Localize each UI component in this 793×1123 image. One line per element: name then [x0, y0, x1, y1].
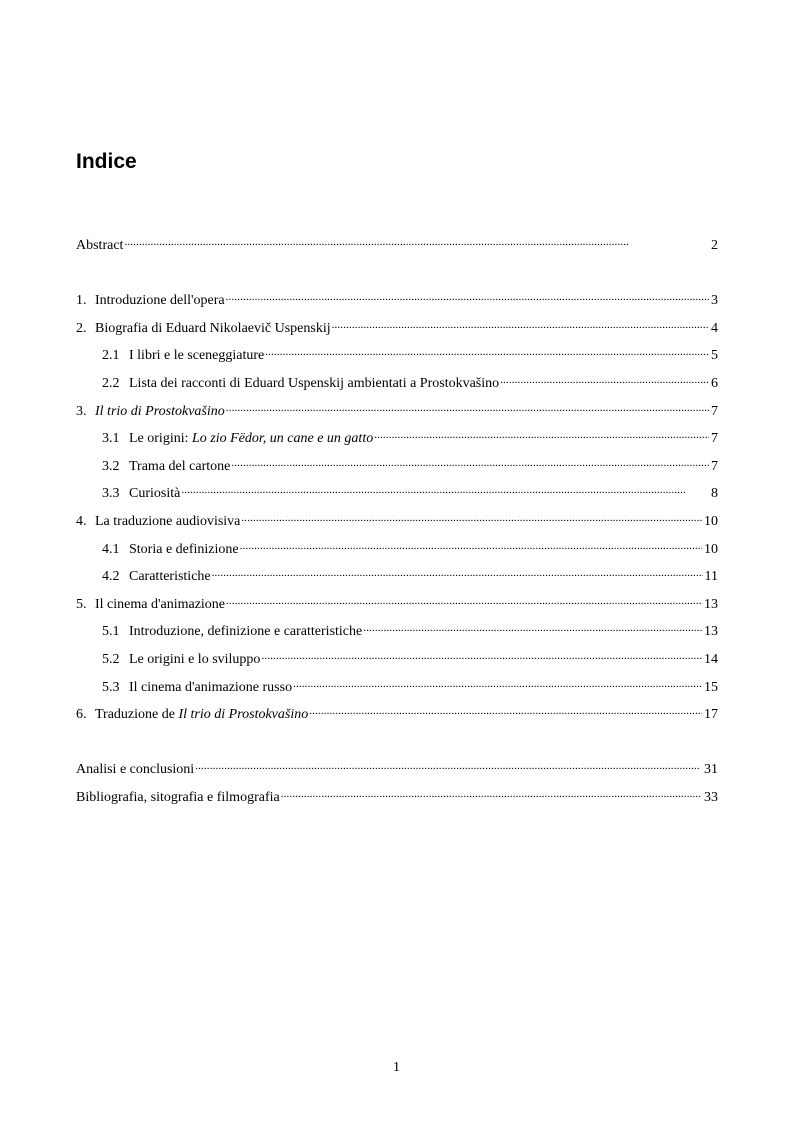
toc-entry-title: Introduzione dell'opera [95, 293, 225, 309]
toc-entry-5-3[interactable] [76, 677, 718, 705]
toc-entry-number: 3.3 [102, 486, 120, 502]
toc-entry-number: 5.2 [102, 651, 120, 667]
toc-entry-page: 10 [704, 513, 718, 529]
toc-entry-title: Storia e definizione [129, 541, 239, 557]
toc-entry-page: 7 [711, 403, 718, 419]
toc-entry-number: 4. [76, 513, 87, 529]
dot-leader [332, 318, 709, 332]
toc-entry-title: Introduzione, definizione e caratteristiche [129, 624, 363, 640]
toc-entry-page: 7 [711, 458, 718, 474]
toc-entry-title: La traduzione audiovisiva [95, 513, 241, 529]
dot-leader [212, 566, 703, 580]
page-title: Indice [76, 150, 137, 173]
toc-entry-title [95, 404, 225, 420]
toc-entry-title: I libri e le sceneggiature [129, 348, 265, 364]
toc-entry-2-2[interactable] [76, 373, 718, 401]
dot-leader [374, 428, 709, 442]
toc-entry-5[interactable] [76, 594, 718, 622]
toc-entry-title: Caratteristiche [129, 569, 211, 585]
toc-entry-title: Trama del cartone [129, 458, 231, 474]
toc-entry-5-2[interactable] [76, 649, 718, 677]
dot-leader [195, 759, 702, 773]
toc-entry-2[interactable] [76, 318, 718, 346]
toc-entry-page: 13 [704, 596, 718, 612]
toc-entry-number: 2. [76, 320, 87, 336]
toc-entry-page: 6 [711, 375, 718, 391]
toc-entry-title: Lista dei racconti di Eduard Uspenskij ambientati a Prostokvašino [129, 375, 500, 391]
toc-entry-title: Il cinema d'animazione [95, 596, 226, 612]
toc-entry-page: 17 [704, 707, 718, 723]
toc-entry-title: Analisi e conclusioni [76, 762, 195, 778]
toc-entry-4-1[interactable] [76, 539, 718, 567]
toc-entry-1[interactable] [76, 290, 718, 318]
toc-entry-4-2[interactable] [76, 566, 718, 594]
dot-leader [363, 621, 702, 635]
dot-leader [261, 649, 702, 663]
toc-entry-page: 31 [704, 762, 718, 778]
toc-entry-3-3[interactable] [76, 483, 718, 511]
toc-entry-3-1[interactable] [76, 428, 718, 456]
dot-leader [226, 594, 702, 608]
toc-entry-number: 5. [76, 596, 87, 612]
toc-entry-page: 13 [704, 624, 718, 640]
toc-entry-3-2[interactable] [76, 456, 718, 484]
dot-leader [265, 345, 709, 359]
page-number: 1 [393, 1060, 400, 1075]
toc-entry-bibliografia[interactable] [76, 787, 718, 815]
toc-entry-page: 15 [704, 679, 718, 695]
toc-entry-title [95, 707, 308, 723]
toc-entry-page: 33 [704, 789, 718, 805]
toc-entry-3[interactable] [76, 401, 718, 429]
toc-entry-number: 3. [76, 403, 87, 419]
toc-entry-title-prefix: Traduzione de [95, 707, 179, 723]
dot-leader [124, 235, 709, 249]
dot-leader [181, 483, 709, 497]
toc-entry-page: 14 [704, 651, 718, 667]
toc-entry-title: Biografia di Eduard Nikolaevič Uspenskij [95, 320, 331, 336]
toc-entry-page: 2 [711, 238, 718, 253]
toc-entry-6[interactable] [76, 704, 718, 732]
dot-leader [240, 539, 702, 553]
toc-entry-abstract[interactable] [76, 235, 718, 263]
toc-entry-2-1[interactable] [76, 345, 718, 373]
toc-entry-title-prefix: Le origini: [129, 431, 192, 447]
toc-entry-number: 5.3 [102, 679, 120, 695]
dot-leader [500, 373, 709, 387]
toc-entry-page: 5 [711, 348, 718, 364]
toc-entry-page: 7 [711, 431, 718, 447]
toc-entry-page: 11 [704, 569, 718, 585]
toc-entry-number: 3.2 [102, 458, 120, 474]
toc-entry-number: 2.2 [102, 375, 120, 391]
dot-leader [293, 677, 702, 691]
dot-leader [309, 704, 702, 718]
toc-entry-title-italic: Lo zio Fëdor, un cane e un gatto [192, 431, 374, 447]
toc-entry-page: 4 [711, 320, 718, 336]
toc-entry-page: 8 [711, 486, 718, 502]
dot-leader [241, 511, 702, 525]
toc-entry-title: Il cinema d'animazione russo [129, 679, 293, 695]
toc-entry-title-italic: Il trio di Prostokvašino [95, 403, 225, 419]
toc-entry-4[interactable] [76, 511, 718, 539]
toc-entry-title: Bibliografia, sitografia e filmografia [76, 789, 280, 805]
toc-entry-number: 3.1 [102, 431, 120, 447]
table-of-contents [76, 235, 718, 814]
toc-entry-5-1[interactable] [76, 621, 718, 649]
toc-entry-number: 4.2 [102, 569, 120, 585]
toc-entry-title: Le origini e lo sviluppo [129, 651, 261, 667]
dot-leader [231, 456, 709, 470]
toc-entry-page: 10 [704, 541, 718, 557]
toc-entry-analisi[interactable] [76, 759, 718, 787]
toc-entry-number: 6. [76, 707, 87, 723]
dot-leader [226, 290, 709, 304]
toc-entry-title [129, 431, 373, 447]
toc-entry-page: 3 [711, 293, 718, 309]
toc-entry-title: Curiosità [129, 486, 181, 502]
toc-entry-number: 5.1 [102, 624, 120, 640]
dot-leader [226, 401, 709, 415]
toc-entry-number: 1. [76, 293, 87, 309]
toc-entry-title-italic: Il trio di Prostokvašino [178, 707, 309, 723]
dot-leader [281, 787, 702, 801]
toc-entry-number: 4.1 [102, 541, 120, 557]
toc-entry-number: 2.1 [102, 348, 120, 364]
toc-entry-title: Abstract [76, 238, 124, 253]
